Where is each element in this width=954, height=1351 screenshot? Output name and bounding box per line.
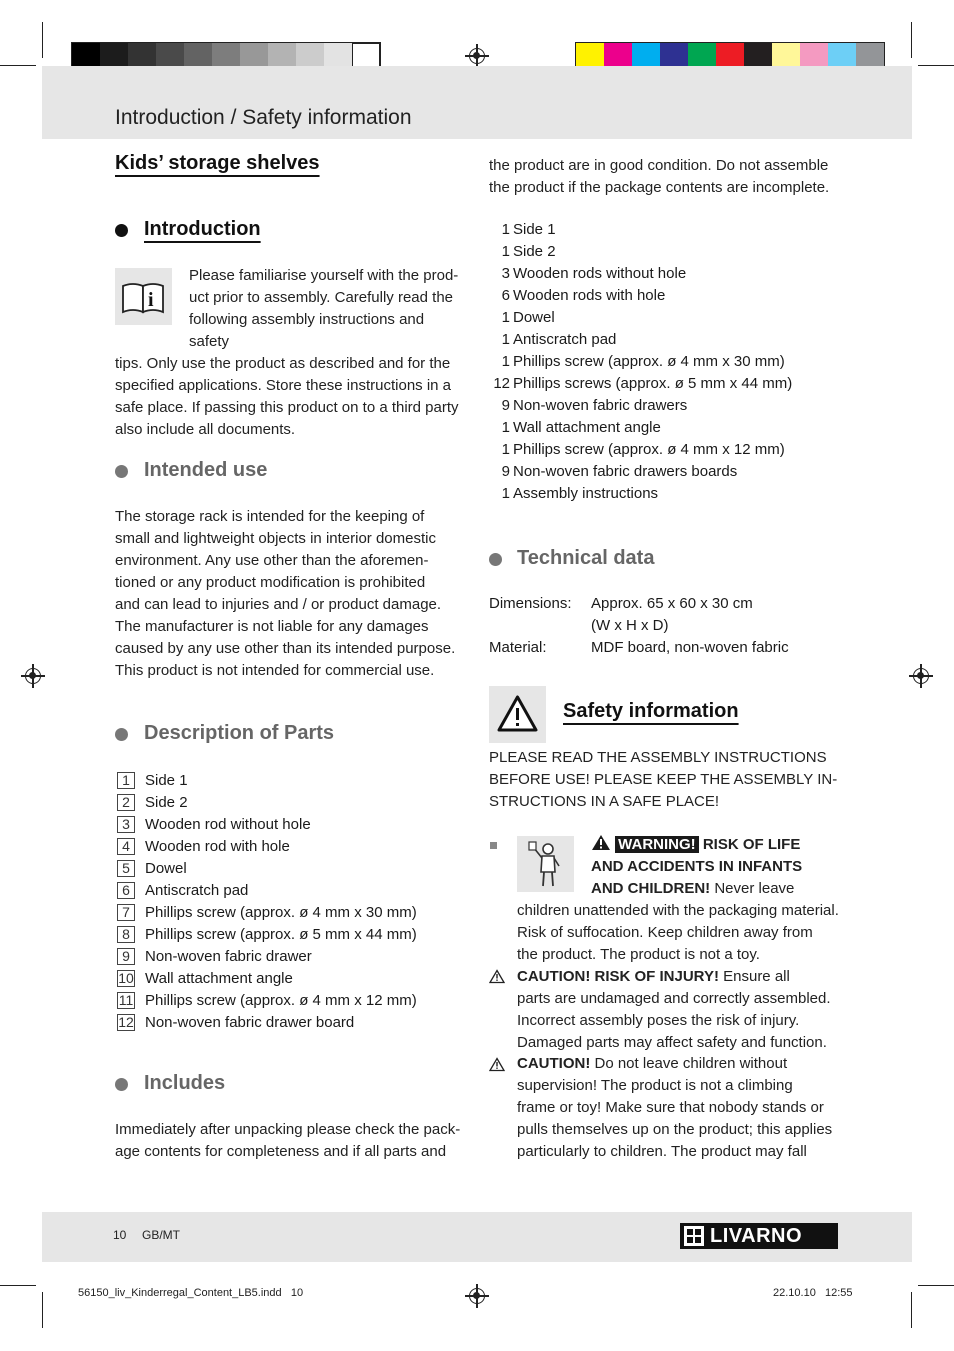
part-label: Non-woven fabric drawer board (145, 1013, 355, 1031)
includes-list (486, 221, 846, 507)
part-label: Wall attachment angle (145, 969, 293, 987)
registration-mark-icon (913, 668, 929, 684)
includes-text: Immediately after unpacking please check the pack- age contents for completeness and if all parts and (115, 1121, 461, 1160)
section-bullet (115, 224, 128, 237)
includes-item (486, 265, 846, 287)
warning-badge: WARNING! (615, 836, 699, 853)
includes-heading: Includes (144, 1072, 226, 1094)
includes-item (486, 287, 846, 309)
date-time: 22.10.10 12:55 (773, 1287, 853, 1299)
part-number: 5 (117, 860, 135, 877)
part-label: Side 2 (145, 793, 188, 811)
part-row (117, 945, 467, 967)
includes-label: Phillips screw (approx. ø 4 mm x 30 mm) (513, 353, 785, 370)
introduction-text: Please familiarise yourself with the prod- uct prior to assembly. Carefully read the following assembly instructions and safety tips. Only use the product as described and for the specified applications. Store these instructions in a safe place. If passing this product on to a third party also include all documents. (115, 267, 459, 438)
includes-qty: 9 (501, 463, 510, 480)
crop-mark (42, 22, 43, 58)
product-title: Kids’ storage shelves (115, 152, 320, 174)
part-number: 12 (118, 1014, 134, 1030)
includes-qty: 6 (501, 287, 510, 304)
includes-qty: 1 (501, 485, 510, 502)
part-row (117, 813, 467, 835)
introduction-heading: Introduction (144, 218, 261, 240)
includes-label: Wooden rods without hole (513, 265, 687, 282)
part-number: 3 (117, 816, 135, 833)
part-row (117, 879, 467, 901)
section-bullet (115, 1078, 128, 1091)
page-number: 10 (113, 1228, 127, 1242)
section-bullet (115, 465, 128, 478)
locale-code: GB/MT (142, 1228, 180, 1242)
safety-information-heading: Safety information (563, 700, 739, 722)
part-number: 9 (117, 948, 135, 965)
warning-triangle-icon (489, 686, 546, 743)
includes-label: Side 1 (513, 221, 556, 238)
crop-mark (918, 65, 954, 66)
svg-text:i: i (148, 289, 154, 311)
includes-item (486, 375, 846, 397)
part-number: 11 (118, 992, 134, 1008)
technical-data-heading: Technical data (517, 547, 655, 569)
file-info: 56150_liv_Kinderregal_Content_LB5.indd 10 (78, 1287, 304, 1299)
brand-logo-mark-icon (684, 1226, 704, 1246)
includes-item (486, 221, 846, 243)
includes-label: Non-woven fabric drawers boards (513, 463, 738, 480)
warning-block: WARNING! RISK OF LIFE AND ACCIDENTS IN INFANTS AND CHILDREN! Never leave children unattended with the packaging material. Risk of suffocation. Keep children away from the product. The product is not a toy. (517, 836, 839, 963)
crop-mark (0, 65, 36, 66)
part-number: 4 (117, 838, 135, 855)
part-row (117, 1011, 467, 1033)
crop-mark (911, 22, 912, 58)
part-number: 2 (117, 794, 135, 811)
list-bullet (490, 842, 497, 849)
includes-item (486, 331, 846, 353)
includes-qty: 12 (493, 375, 510, 392)
includes-item (486, 243, 846, 265)
caution-triangle-icon (489, 1057, 505, 1072)
crop-mark (911, 1292, 912, 1328)
warning-triangle-icon (591, 834, 611, 851)
crop-mark (42, 1292, 43, 1328)
technical-data-table (489, 593, 849, 659)
includes-qty: 9 (501, 397, 510, 414)
part-number: 6 (117, 882, 135, 899)
part-number: 8 (117, 926, 135, 943)
caution-injury-block: CAUTION! RISK OF INJURY! Ensure all parts are undamaged and correctly assembled. Incorrect assembly poses the risk of injury. Damaged parts may affect safety and function. (517, 968, 831, 1051)
technical-data-row: Dimensions: Approx. 65 x 60 x 30 cm (W x H x D) (489, 595, 753, 634)
includes-item (486, 463, 846, 485)
part-row (117, 967, 467, 989)
parts-list (117, 769, 467, 1033)
includes-qty: 3 (501, 265, 510, 282)
part-row (117, 857, 467, 879)
part-row (117, 769, 467, 791)
part-label: Phillips screw (approx. ø 5 mm x 44 mm) (145, 925, 417, 943)
part-row (117, 901, 467, 923)
crop-mark (918, 1285, 954, 1286)
part-label: Side 1 (145, 771, 188, 789)
technical-data-row: Material: MDF board, non-woven fabric (489, 639, 789, 656)
part-label: Wooden rod without hole (145, 815, 311, 833)
part-label: Non-woven fabric drawer (145, 947, 312, 965)
part-number: 7 (117, 904, 135, 921)
brand-name: LIVARNO (710, 1224, 803, 1247)
includes-label: Assembly instructions (513, 485, 659, 502)
includes-label: Wall attachment angle (513, 419, 661, 436)
includes-label: Phillips screws (approx. ø 5 mm x 44 mm) (513, 375, 793, 392)
part-label: Wooden rod with hole (145, 837, 290, 855)
safety-intro: PLEASE READ THE ASSEMBLY INSTRUCTIONS BEFORE USE! PLEASE KEEP THE ASSEMBLY IN- STRUCTIONS IN A SAFE PLACE! (489, 749, 838, 810)
page-title: Introduction / Safety information (115, 106, 412, 129)
registration-mark-icon (25, 668, 41, 684)
includes-qty: 1 (501, 441, 510, 458)
part-row (117, 923, 467, 945)
brand-logo (680, 1223, 838, 1249)
includes-qty: 1 (501, 331, 510, 348)
caution-supervision-block: CAUTION! Do not leave children without supervision! The product is not a climbing frame or toy! Make sure that nobody stands or pulls themselves up on the product; this applies particularly to children. The product may fall (517, 1055, 833, 1160)
caution-triangle-icon (489, 969, 505, 984)
part-label: Phillips screw (approx. ø 4 mm x 30 mm) (145, 903, 417, 921)
part-number: 10 (118, 970, 134, 986)
includes-item (486, 353, 846, 375)
part-row (117, 791, 467, 813)
includes-qty: 1 (501, 309, 510, 326)
registration-mark-icon (469, 1288, 485, 1304)
includes-label: Antiscratch pad (513, 331, 617, 348)
includes-label: Non-woven fabric drawers (513, 397, 688, 414)
description-of-parts-heading: Description of Parts (144, 722, 335, 744)
includes-text-continued: the product are in good condition. Do not assemble the product if the package contents are incomplete. (489, 157, 830, 196)
includes-qty: 1 (501, 221, 510, 238)
part-row (117, 989, 467, 1011)
includes-item (486, 419, 846, 441)
includes-label: Side 2 (513, 243, 556, 260)
includes-qty: 1 (501, 419, 510, 436)
includes-label: Dowel (513, 309, 555, 326)
includes-item (486, 397, 846, 419)
part-label: Antiscratch pad (145, 881, 249, 899)
includes-label: Wooden rods with hole (513, 287, 666, 304)
part-number: 1 (117, 772, 135, 789)
includes-item (486, 441, 846, 463)
registration-mark-icon (469, 48, 485, 64)
includes-item (486, 485, 846, 507)
includes-qty: 1 (501, 353, 510, 370)
crop-mark (0, 1285, 36, 1286)
intended-use-text: The storage rack is intended for the keeping of small and lightweight objects in interior domestic environment. Any use other than the aforemen- tioned or any product modification is prohibited and can lead to injuries and / or product damage. The manufacturer is not liable for any damages caused by any use other than its intended purpose. This product is not intended for commercial use. (115, 508, 456, 679)
part-row (117, 835, 467, 857)
intended-use-heading: Intended use (144, 459, 268, 481)
includes-qty: 1 (501, 243, 510, 260)
part-label: Phillips screw (approx. ø 4 mm x 12 mm) (145, 991, 417, 1009)
section-bullet (115, 728, 128, 741)
part-label: Dowel (145, 859, 187, 877)
includes-item (486, 309, 846, 331)
section-bullet (489, 553, 502, 566)
includes-label: Phillips screw (approx. ø 4 mm x 12 mm) (513, 441, 785, 458)
